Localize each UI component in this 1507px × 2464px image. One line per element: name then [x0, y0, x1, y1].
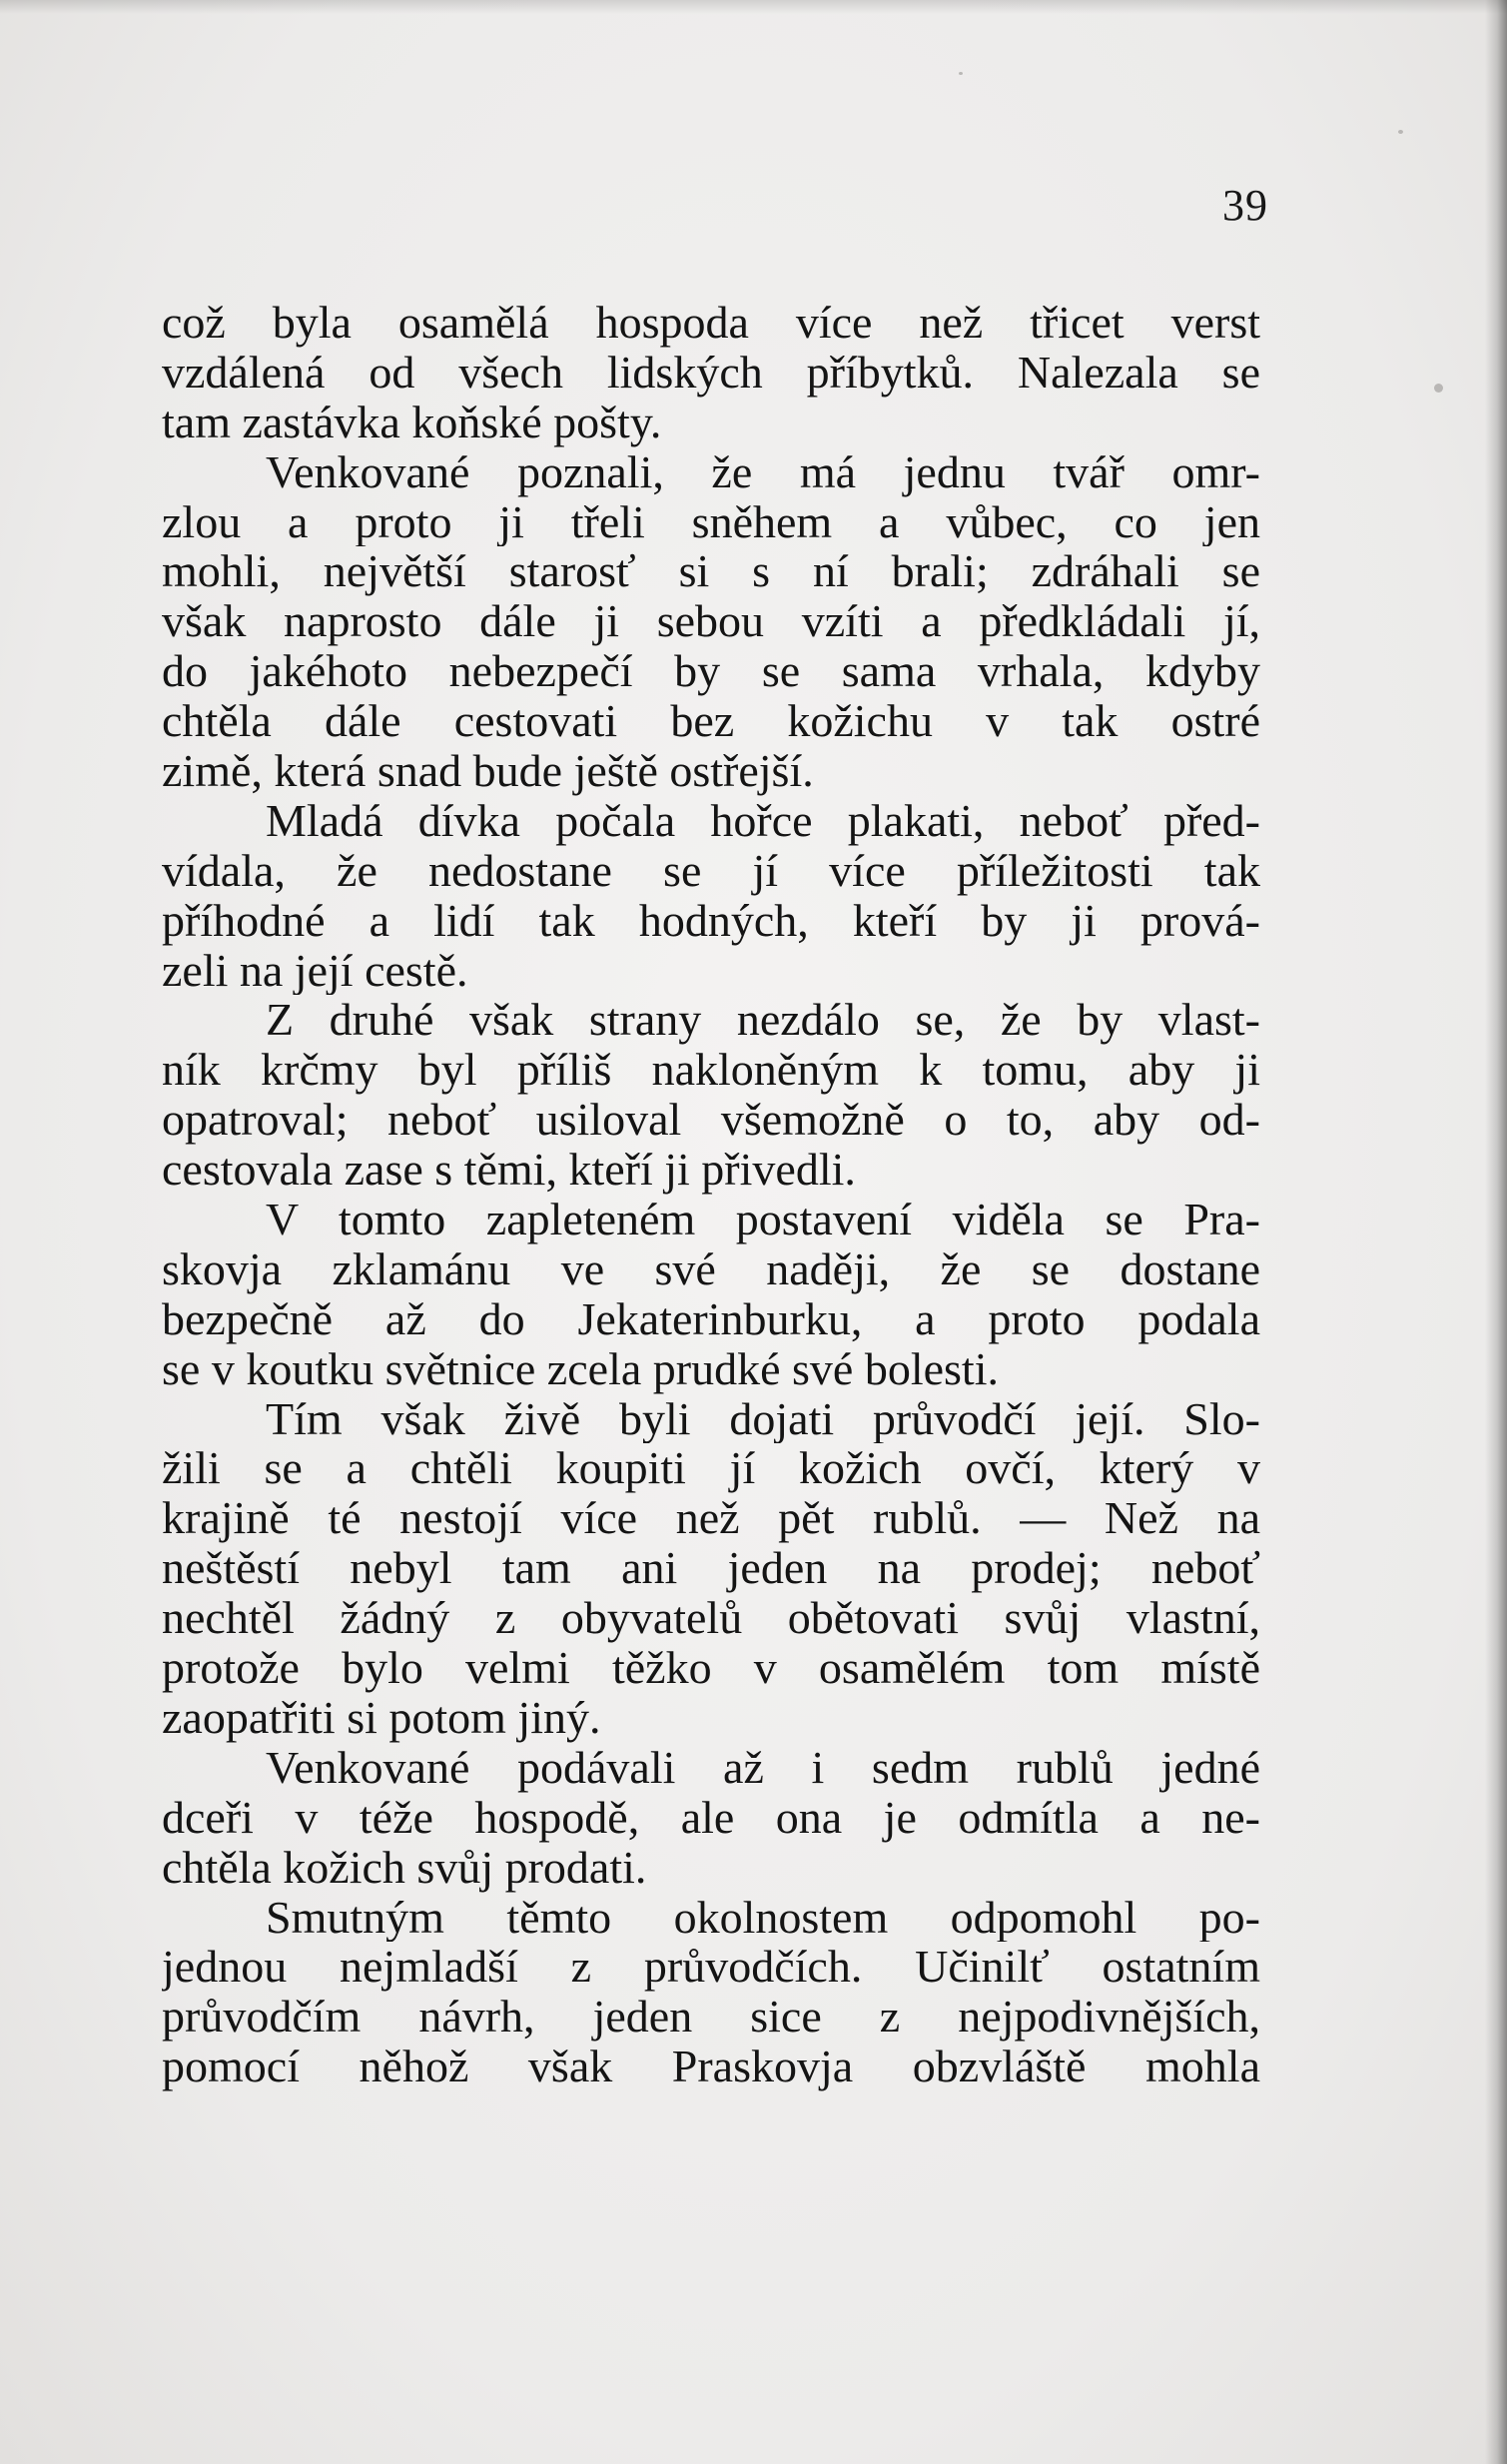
text-line: opatroval; neboť usiloval všemožně o to, aby od- — [162, 1095, 1260, 1146]
text-line: cestovala zase s těmi, kteří ji přivedli. — [162, 1145, 856, 1196]
text-line: skovja zklamánu ve své naději, že se dostane — [162, 1243, 1260, 1294]
text-line: do jakéhoto nebezpečí by se sama vrhala, kdyby — [162, 646, 1260, 697]
paper-speck — [1398, 130, 1403, 134]
text-line: což byla osamělá hospoda více než třicet verst — [162, 298, 1260, 348]
text-line: však naprosto dále ji sebou vzíti a předkládali jí, — [162, 596, 1260, 647]
text-line: Mladá dívka počala hořce plakati, neboť před- — [266, 795, 1260, 846]
text-line: příhodné a lidí tak hodných, kteří by ji prová- — [162, 895, 1260, 946]
text-line: pomocí něhož však Praskovja obzvláště mohla — [162, 2042, 1260, 2092]
text-line: průvodčím návrh, jeden sice z nejpodivnějších, — [162, 1992, 1260, 2043]
text-line: chtěla dále cestovati bez kožichu v tak ostré — [162, 696, 1260, 747]
text-line: zimě, která snad bude ještě ostřejší. — [162, 746, 814, 796]
text-line: dceři v téže hospodě, ale ona je odmítla a ne- — [162, 1792, 1260, 1843]
text-line: Z druhé však strany nezdálo se, že by vlast- — [266, 995, 1260, 1046]
text-line: zaopatřiti si potom jiný. — [162, 1692, 601, 1743]
text-line: bezpečně až do Jekaterinburku, a proto podala — [162, 1293, 1260, 1344]
text-line: jednou nejmladší z průvodčích. Učinilť ostatním — [162, 1942, 1260, 1993]
text-line: vídala, že nedostane se jí více příležitosti tak — [162, 845, 1260, 896]
text-line: Venkované podávali až i sedm rublů jedné — [266, 1742, 1260, 1793]
text-line: vzdálená od všech lidských příbytků. Nalezala se — [162, 347, 1260, 398]
page-right-edge-shadow — [1485, 0, 1507, 2464]
text-line: protože bylo velmi těžko v osamělém tom místě — [162, 1643, 1260, 1693]
text-line: Venkované poznali, že má jednu tvář omr- — [266, 446, 1260, 497]
text-line: zeli na její cestě. — [162, 945, 468, 996]
text-line: žili se a chtěli koupiti jí kožich ovčí, který v — [162, 1443, 1260, 1494]
text-line: V tomto zapleteném postavení viděla se Pra- — [266, 1195, 1260, 1244]
text-line: nechtěl žádný z obyvatelů obětovati svůj vlastní, — [162, 1593, 1260, 1644]
paper-speck — [959, 72, 963, 75]
paper-speck — [1434, 384, 1443, 393]
text-line: krajině té nestojí více než pět rublů. — Než na — [162, 1493, 1260, 1544]
text-line: zlou a proto ji třeli sněhem a vůbec, co jen — [162, 496, 1260, 547]
body-text — [162, 298, 1260, 2091]
page-top-shadow — [0, 0, 1507, 14]
text-line: ník krčmy byl příliš nakloněným k tomu, aby ji — [162, 1045, 1260, 1096]
text-line: se v koutku světnice zcela prudké své bolesti. — [162, 1343, 999, 1394]
text-line: mohli, největší starosť si s ní brali; zdráhali se — [162, 546, 1260, 597]
text-line: Tím však živě byli dojati průvodčí její. Slo- — [266, 1393, 1260, 1444]
text-line: neštěstí nebyl tam ani jeden na prodej; neboť — [162, 1543, 1260, 1594]
text-line: tam zastávka koňské pošty. — [162, 397, 662, 447]
page-number: 39 — [1222, 181, 1268, 230]
text-line: Smutným těmto okolnostem odpomohl po- — [266, 1892, 1260, 1943]
text-line: chtěla kožich svůj prodati. — [162, 1842, 647, 1893]
